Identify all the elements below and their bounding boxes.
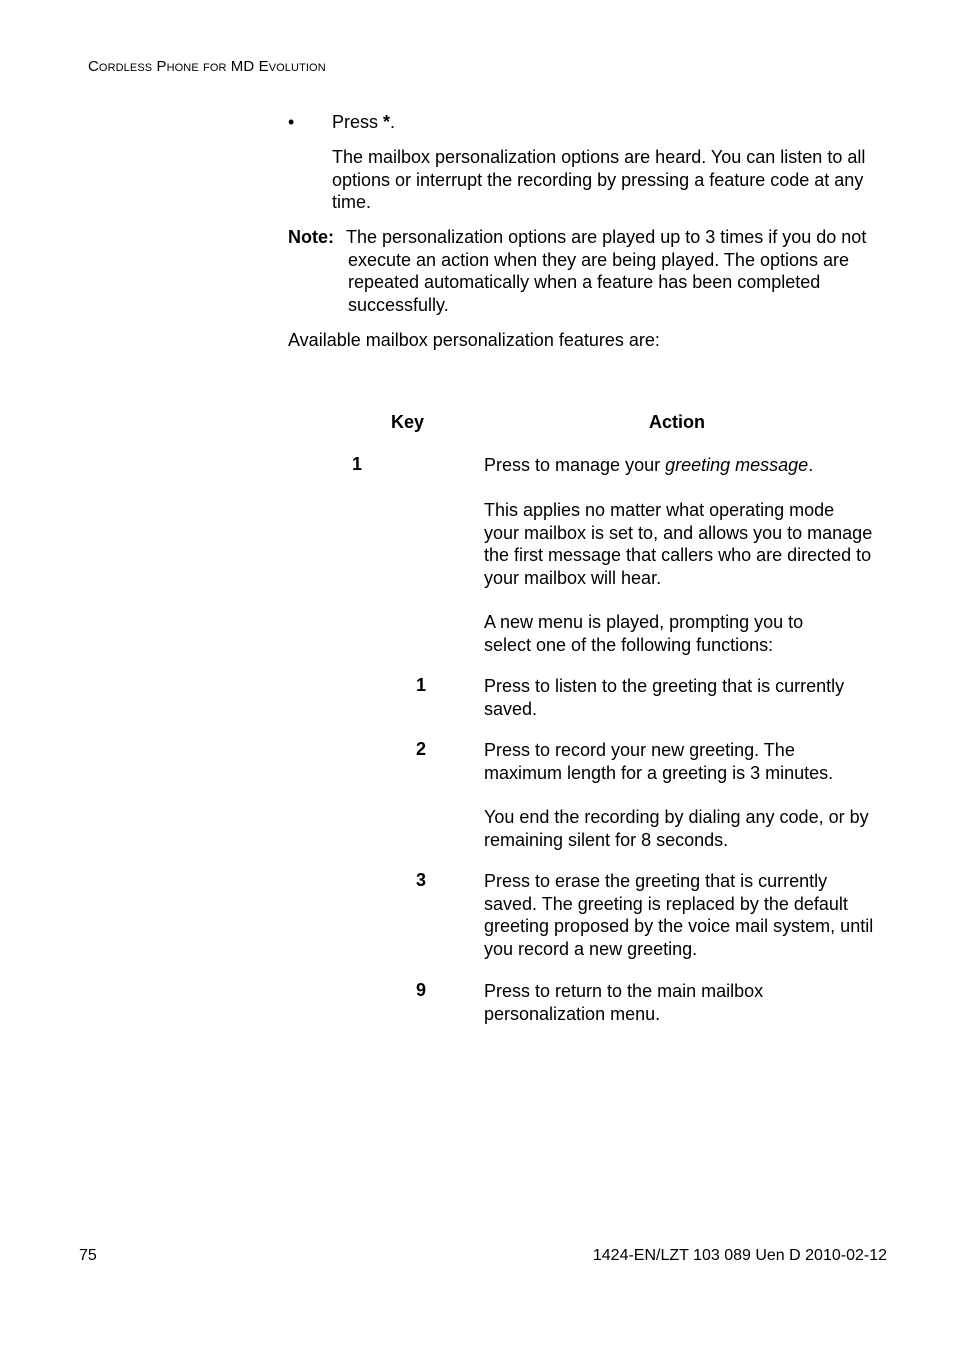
intro-paragraph: The mailbox personalization options are heard. You can listen to all options or interrupt the recording by pressing a feature code at any time. [332, 147, 866, 212]
table-action-sub-2-p2: You end the recording by dialing any code, or by remaining silent for 8 seconds. [484, 807, 869, 850]
document-reference: 1424-EN/LZT 103 089 Uen D 2010-02-12 [592, 1247, 887, 1264]
running-header: Cordless Phone for MD Evolution [88, 58, 326, 75]
table-action-sub-3: Press to erase the greeting that is currently saved. The greeting is replaced by the default greeting proposed by the voice mail system, until you record a new greeting. [484, 871, 874, 959]
table-action-sub-1: Press to listen to the greeting that is currently saved. [484, 676, 845, 719]
table-header-action: Action [649, 412, 705, 432]
table-action-main-p3: A new menu is played, prompting you to select one of the following functions: [484, 612, 804, 655]
table-action-sub-9: Press to return to the main mailbox personalization menu. [484, 981, 764, 1024]
press-suffix: . [390, 112, 396, 132]
bullet-mark: • [288, 112, 295, 132]
available-features-intro: Available mailbox personalization features are: [288, 330, 660, 350]
table-key-sub-2: 2 [416, 739, 427, 759]
press-prefix: Press [332, 112, 384, 132]
table-header-key: Key [391, 412, 425, 432]
note-text: execute an action when they are being played. The options are repeated automatically when a feature has been completed successfully. [348, 249, 850, 315]
page-number: 75 [79, 1247, 97, 1264]
table-key-sub-1: 1 [416, 675, 427, 695]
table-key-sub-9: 9 [416, 980, 427, 1000]
note-label: Note: [288, 227, 334, 247]
table-action-main-p2: This applies no matter what operating mode your mailbox is set to, and allows you to manage the first message that callers who are directed to your mailbox will hear. [484, 500, 873, 588]
table-key-main: 1 [352, 454, 363, 474]
table-action-main [484, 454, 884, 477]
main-action-prefix: Press to manage your [484, 455, 666, 475]
press-star-instruction [332, 111, 395, 134]
main-action-suffix: . [808, 455, 814, 475]
note-first-line: The personalization options are played up to 3 times if you do not [346, 227, 867, 247]
star-key: * [383, 112, 391, 132]
main-action-emphasis: greeting message [665, 455, 809, 475]
table-action-sub-2: Press to record your new greeting. The maximum length for a greeting is 3 minutes. [484, 740, 834, 783]
table-key-sub-3: 3 [416, 870, 427, 890]
